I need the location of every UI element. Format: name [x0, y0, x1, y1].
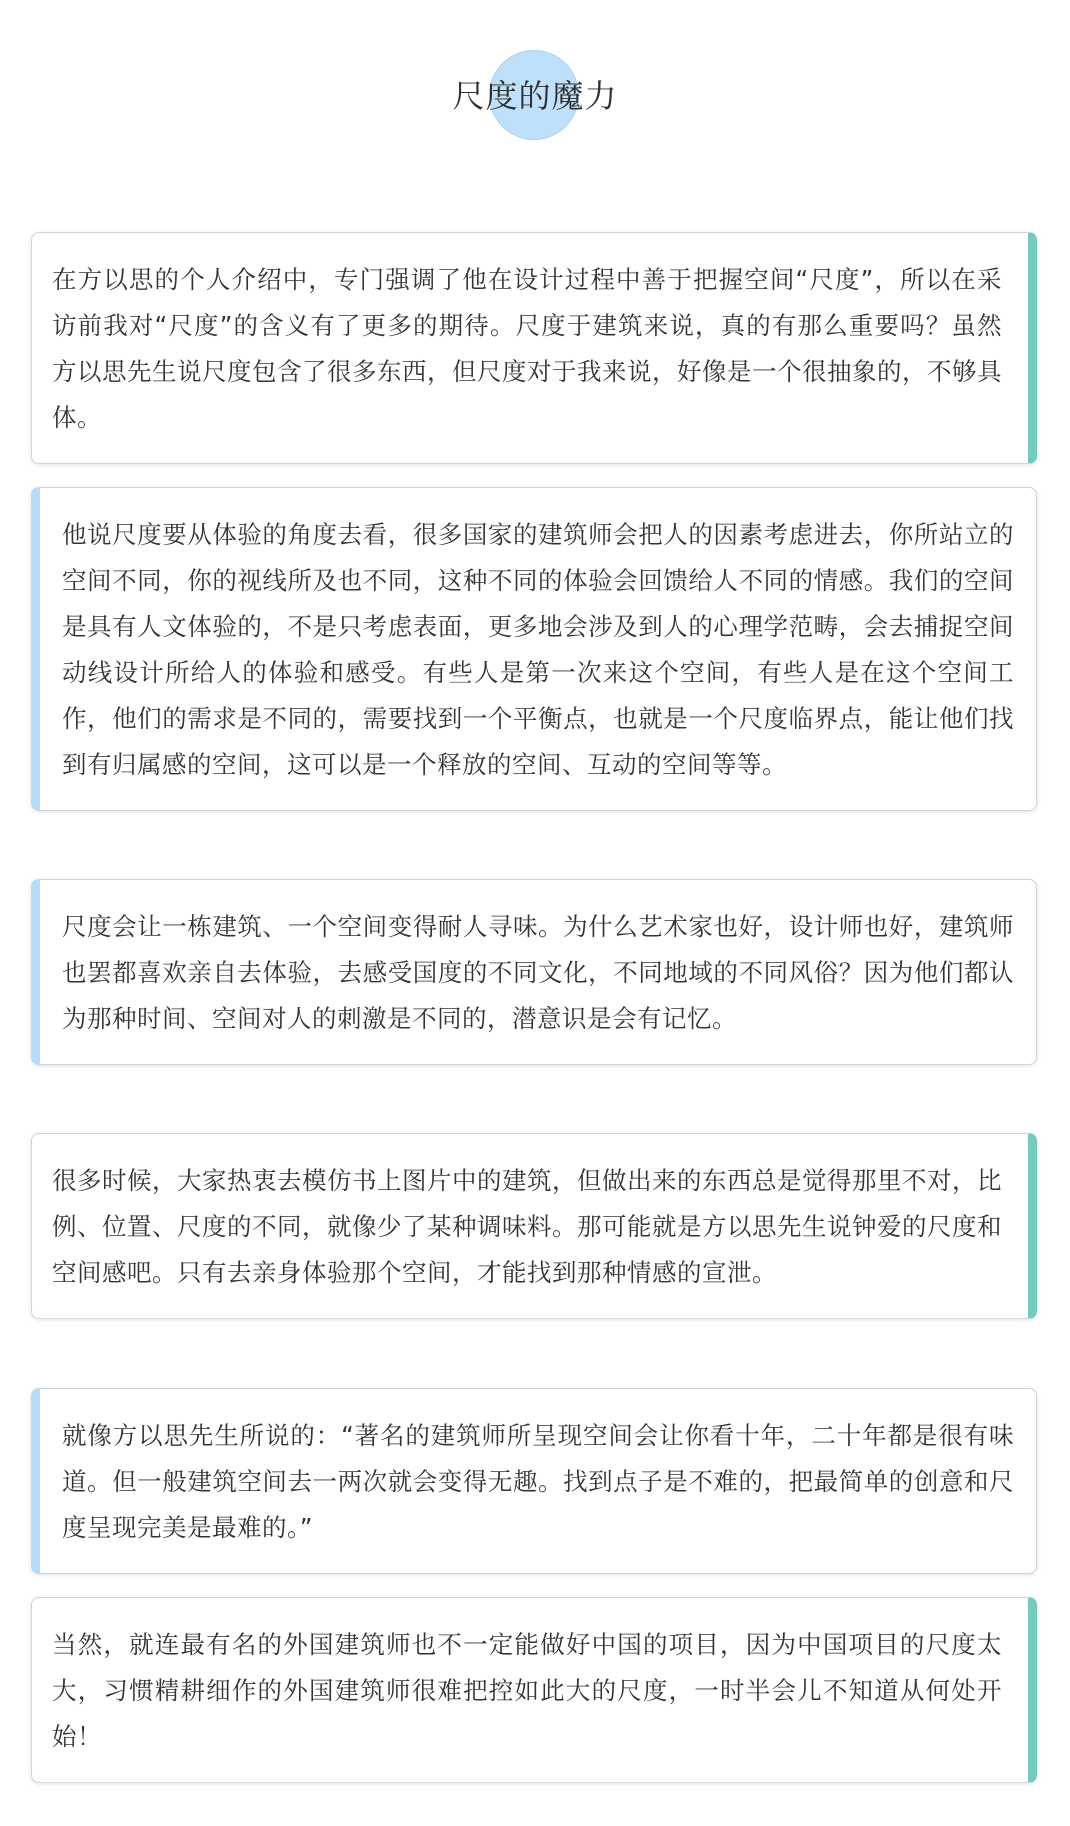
paragraph-text: 很多时候，大家热衷去模仿书上图片中的建筑，但做出来的东西总是觉得那里不对，比例、位置、尺度的不同，就像少了某种调味料。那可能就是方以思先生说钟爱的尺度和空间感吧。只有去亲身体验那个空间，才能找到那种情感的宣泄。: [52, 1166, 1002, 1287]
paragraph-card-1: [31, 232, 1037, 464]
paragraph-card-3: [31, 879, 1037, 1065]
paragraph-card-6: [31, 1597, 1037, 1783]
paragraph-card-4: [31, 1133, 1037, 1319]
paragraph-card-5: [31, 1388, 1037, 1574]
paragraph-text: 他说尺度要从体验的角度去看，很多国家的建筑师会把人的因素考虑进去，你所站立的空间不同，你的视线所及也不同，这种不同的体验会回馈给人不同的情感。我们的空间是具有人文体验的，不是只考虑表面，更多地会涉及到人的心理学范畴，会去捕捉空间动线设计所给人的体验和感受。有些人是第一次来这个空间，有些人是在这个空间工作，他们的需求是不同的，需要找到一个平衡点，也就是一个尺度临界点，能让他们找到有归属感的空间，这可以是一个释放的空间、互动的空间等等。: [62, 520, 1014, 779]
paragraph-card-2: [31, 487, 1037, 811]
paragraph-text: 就像方以思先生所说的：“著名的建筑师所呈现空间会让你看十年，二十年都是很有味道。但一般建筑空间去一两次就会变得无趣。找到点子是不难的，把最简单的创意和尺度呈现完美是最难的。”: [62, 1421, 1014, 1542]
paragraph-text: 尺度会让一栋建筑、一个空间变得耐人寻味。为什么艺术家也好，设计师也好，建筑师也罢都喜欢亲自去体验，去感受国度的不同文化，不同地域的不同风俗？因为他们都认为那种时间、空间对人的刺激是不同的，潜意识是会有记忆。: [62, 912, 1014, 1033]
article-title: 尺度的魔力: [452, 77, 618, 115]
article-header: [0, 0, 1070, 230]
paragraph-text: 当然，就连最有名的外国建筑师也不一定能做好中国的项目，因为中国项目的尺度太大，习惯精耕细作的外国建筑师很难把控如此大的尺度，一时半会儿不知道从何处开始！: [52, 1630, 1002, 1751]
paragraph-text: 在方以思的个人介绍中，专门强调了他在设计过程中善于把握空间“尺度”，所以在采访前我对“尺度”的含义有了更多的期待。尺度于建筑来说，真的有那么重要吗？虽然方以思先生说尺度包含了很多东西，但尺度对于我来说，好像是一个很抽象的，不够具体。: [52, 265, 1002, 432]
